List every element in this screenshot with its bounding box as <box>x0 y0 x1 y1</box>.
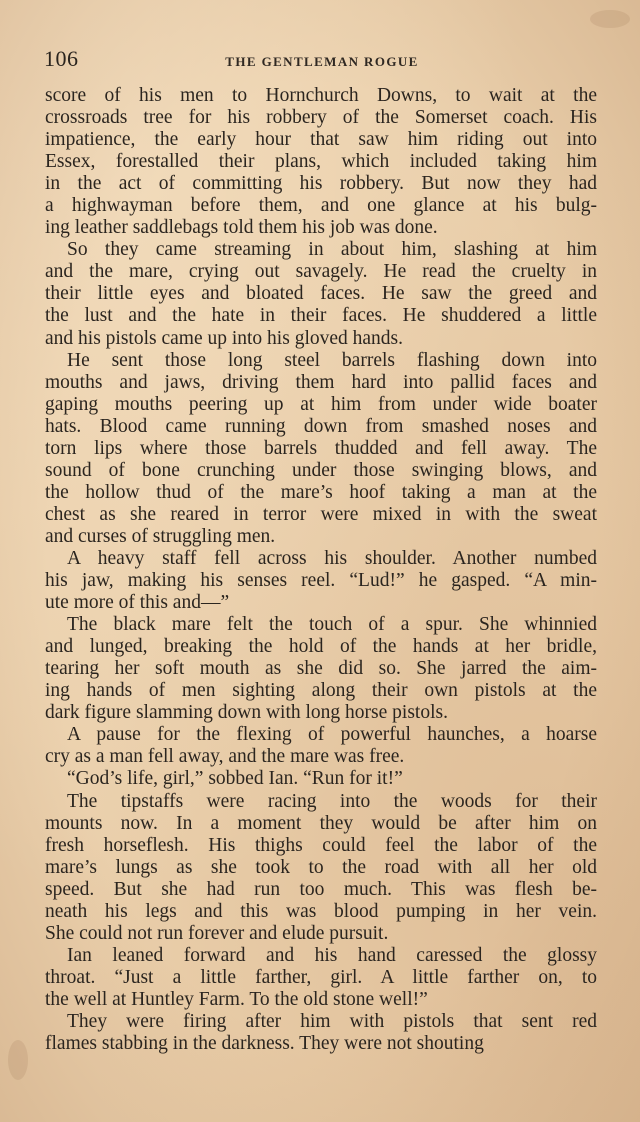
text-line: tearing her soft mouth as she did so. She jarred the aim- <box>45 658 597 680</box>
text-line: Ian leaned forward and his hand caressed the glossy <box>67 944 597 966</box>
text-line: and lunged, breaking the hold of the hands at her bridle, <box>45 636 597 658</box>
text-line: He sent those long steel barrels flashing down into <box>67 349 597 371</box>
text-line: the hollow thud of the mare’s hoof taking a man at the <box>45 481 597 503</box>
text-line: and his pistols came up into his gloved hands. <box>45 327 404 349</box>
text-line: She could not run forever and elude pursuit. <box>45 922 389 944</box>
text-line: torn lips where those barrels thudded and fell away. The <box>45 437 597 459</box>
page-header <box>44 46 600 76</box>
text-line: the lust and the hate in their faces. He shuddered a little <box>45 305 597 327</box>
text-line: ing hands of men sighting along their own pistols at the <box>45 680 597 702</box>
paragraph <box>45 791 597 945</box>
text-line: in the act of committing his robbery. But now they had <box>45 173 597 195</box>
text-line: gaping mouths peering up at him from under wide boater <box>45 393 597 415</box>
paragraph <box>45 614 597 724</box>
text-line: sound of bone crunching under those swinging blows, and <box>45 459 597 481</box>
paper-stain <box>8 1040 28 1080</box>
text-line: crossroads tree for his robbery of the Somerset coach. His <box>45 107 597 129</box>
paragraph <box>45 350 597 548</box>
text-line: their little eyes and bloated faces. He saw the greed and <box>45 283 597 305</box>
text-line: his jaw, making his senses reel. “Lud!” he gasped. “A min- <box>45 570 597 592</box>
paragraph <box>45 1011 597 1055</box>
text-line: A pause for the flexing of powerful haunches, a hoarse <box>67 724 597 746</box>
text-line: mounts now. In a moment they would be after him on <box>45 812 597 834</box>
text-line: mouths and jaws, driving them hard into pallid faces and <box>45 371 597 393</box>
text-line: dark figure slamming down with long horse pistols. <box>45 702 448 724</box>
page-number: 106 <box>44 46 79 71</box>
text-line: “God’s life, girl,” sobbed Ian. “Run for it!” <box>67 768 403 790</box>
body-text <box>45 85 597 1055</box>
running-title: THE GENTLEMAN ROGUE <box>225 54 419 69</box>
text-line: hats. Blood came running down from smashed noses and <box>45 415 597 437</box>
text-line: chest as she reared in terror were mixed in with the sweat <box>45 503 597 525</box>
text-line: They were firing after him with pistols that sent red <box>67 1010 597 1032</box>
paragraph <box>45 85 597 239</box>
text-line: a highwayman before them, and one glance at his bulg- <box>45 195 597 217</box>
paragraph <box>45 724 597 768</box>
text-line: flames stabbing in the darkness. They were not shouting <box>45 1033 484 1055</box>
text-line: A heavy staff fell across his shoulder. Another numbed <box>67 547 597 569</box>
text-line: mare’s lungs as she took to the road with all her old <box>45 856 597 878</box>
text-line: cry as a man fell away, and the mare was free. <box>45 746 405 768</box>
paper-stain <box>590 10 630 28</box>
text-line: speed. But she had run too much. This was flesh be- <box>45 878 597 900</box>
text-line: The black mare felt the touch of a spur. She whinnied <box>67 614 597 636</box>
text-line: The tipstaffs were racing into the woods for their <box>67 790 597 812</box>
text-line: So they came streaming in about him, slashing at him <box>67 239 597 261</box>
text-line: and curses of struggling men. <box>45 525 276 547</box>
text-line: the well at Huntley Farm. To the old stone well!” <box>45 988 428 1010</box>
text-line: neath his legs and this was blood pumping in her vein. <box>45 900 597 922</box>
text-line: Essex, forestalled their plans, which included taking him <box>45 151 597 173</box>
text-line: fresh horseflesh. His thighs could feel the labor of the <box>45 834 597 856</box>
paragraph <box>45 768 597 790</box>
paragraph <box>45 239 597 349</box>
paragraph <box>45 548 597 614</box>
text-line: throat. “Just a little farther, girl. A little farther on, to <box>45 966 597 988</box>
text-line: ing leather saddlebags told them his job was done. <box>45 217 438 239</box>
text-line: impatience, the early hour that saw him riding out into <box>45 129 597 151</box>
text-line: and the mare, crying out savagely. He read the cruelty in <box>45 261 597 283</box>
paragraph <box>45 945 597 1011</box>
text-line: ute more of this and—” <box>45 592 230 614</box>
text-line: score of his men to Hornchurch Downs, to wait at the <box>45 85 597 106</box>
